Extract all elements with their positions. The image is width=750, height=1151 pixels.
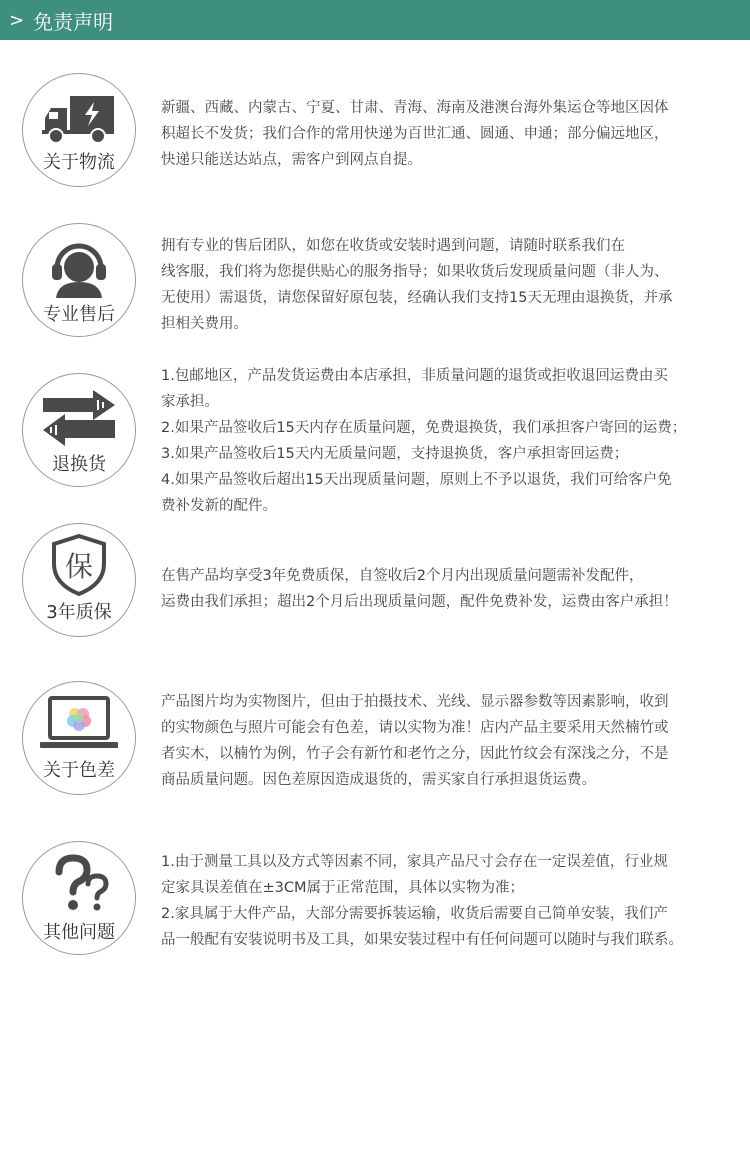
returns-text xyxy=(161,363,736,519)
text-line: 家承担。 xyxy=(161,394,219,410)
text-line: 在售产品均享受3年免费质保，自签收后2个月内出现质量问题需补发配件， xyxy=(161,568,644,584)
text-line: 商品质量问题。因色差原因造成退货的，需买家自行承担退货运费。 xyxy=(161,772,596,788)
laptop-color-icon xyxy=(40,696,118,752)
returns-badge xyxy=(22,373,136,487)
warranty-text xyxy=(161,563,736,615)
text-line: 产品图片均为实物图片，但由于拍摄技术、光线、显示器参数等因素影响，收到 xyxy=(161,694,669,710)
text-line: 拥有专业的售后团队，如您在收货或安装时遇到问题，请随时联系我们在 xyxy=(161,238,625,254)
headset-user-icon xyxy=(48,236,110,298)
text-line: 1.由于测量工具以及方式等因素不同，家具产品尺寸会存在一定误差值，行业规 xyxy=(161,854,668,870)
text-line: 2.家具属于大件产品，大部分需要拆装运输，收货后需要自己简单安装，我们产 xyxy=(161,906,668,922)
shield-guarantee-icon xyxy=(51,534,107,596)
header-title: 免责声明 xyxy=(33,9,114,34)
warranty-badge xyxy=(22,523,136,637)
truck-icon xyxy=(42,94,116,144)
text-line: 线客服，我们将为您提供贴心的服务指导；如果收货后发现质量问题（非人为、 xyxy=(161,264,669,280)
text-line: 4.如果产品签收后超出15天出现质量问题，原则上不予以退货，我们可给客户免 xyxy=(161,472,672,488)
logistics-label: 关于物流 xyxy=(43,152,115,173)
color-difference-label: 关于色差 xyxy=(43,760,115,781)
text-line: 积超长不发货；我们合作的常用快递为百世汇通、圆通、申通；部分偏远地区， xyxy=(161,126,669,142)
text-line: 者实木，以楠竹为例，竹子会有新竹和老竹之分，因此竹纹会有深浅之分，不是 xyxy=(161,746,669,762)
text-line: 快递只能送达站点，需客户到网点自提。 xyxy=(161,152,422,168)
shield-char: 保 xyxy=(64,550,94,583)
text-line: 的实物颜色与照片可能会有色差，请以实物为准！店内产品主要采用天然楠竹或 xyxy=(161,720,669,736)
text-line: 新疆、西藏、内蒙古、宁夏、甘肃、青海、海南及港澳台海外集运仓等地区因体 xyxy=(161,100,669,116)
text-line: 定家具误差值在±3CM属于正常范围，具体以实物为准； xyxy=(161,880,525,896)
text-line: 品一般配有安装说明书及工具，如果安装过程中有任何问题可以随时与我们联系。 xyxy=(161,932,683,948)
question-marks-icon xyxy=(47,850,111,914)
warranty-label: 3年质保 xyxy=(46,602,112,623)
logistics-text xyxy=(161,95,736,173)
exchange-arrows-icon xyxy=(41,388,117,446)
text-line: 费补发新的配件。 xyxy=(161,498,277,514)
other-issues-label: 其他问题 xyxy=(43,922,115,943)
after-sales-label: 专业售后 xyxy=(43,304,115,325)
text-line: 担相关费用。 xyxy=(161,316,248,332)
after-sales-badge xyxy=(22,223,136,337)
other-issues-badge xyxy=(22,841,136,955)
text-line: 2.如果产品签收后15天内存在质量问题，免费退换货，我们承担客户寄回的运费； xyxy=(161,420,687,436)
color-difference-text xyxy=(161,689,736,793)
text-line: 1.包邮地区，产品发货运费由本店承担，非质量问题的退货或拒收退回运费由买 xyxy=(161,368,668,384)
other-issues-text xyxy=(161,849,736,953)
text-line: 运费由我们承担；超出2个月后出现质量问题，配件免费补发，运费由客户承担！ xyxy=(161,594,678,610)
text-line: 3.如果产品签收后15天内无质量问题，支持退换货，客户承担寄回运费； xyxy=(161,446,629,462)
disclaimer-header xyxy=(0,0,750,40)
text-line: 无使用）需退货，请您保留好原包装，经确认我们支持15天无理由退换货，并承 xyxy=(161,290,673,306)
header-arrow: > xyxy=(9,9,25,31)
logistics-badge xyxy=(22,73,136,187)
color-difference-badge xyxy=(22,681,136,795)
returns-label: 退换货 xyxy=(52,454,106,475)
after-sales-text xyxy=(161,233,736,337)
